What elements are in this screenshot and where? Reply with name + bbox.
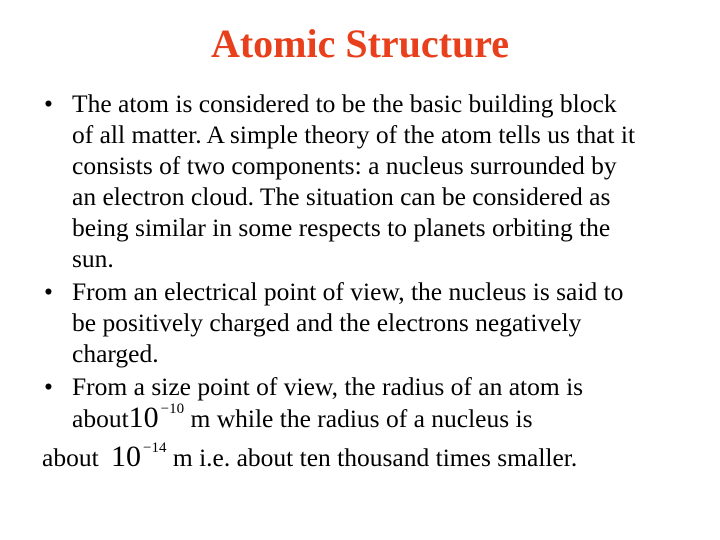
bullet-2-line-2: be positively charged and the electrons negatively — [72, 308, 582, 337]
bullet-1-line-5: being similar in some respects to planets orbiting the — [72, 213, 611, 242]
slide-title: Atomic Structure — [210, 21, 510, 66]
nucleus-radius-line — [42, 441, 577, 478]
nucleus-radius-exponent: −14 — [143, 440, 167, 456]
nucleus-radius-suffix: m i.e. about ten thousand times smaller. — [172, 443, 578, 472]
bullet-2-line-3: charged. — [72, 339, 159, 368]
nucleus-radius-prefix: about — [42, 443, 99, 472]
bullet-1-line-1: The atom is considered to be the basic building block — [72, 89, 617, 118]
atom-radius-line — [72, 402, 533, 439]
atom-radius-base: 10 — [128, 401, 159, 434]
bullet-2-line-1: From an electrical point of view, the nucleus is said to — [72, 277, 624, 306]
bullet-1-line-6: sun. — [72, 244, 114, 273]
bullet-1-line-3: consists of two components: a nucleus surrounded by — [72, 151, 617, 180]
bullet-1-line-4: an electron cloud. The situation can be considered as — [72, 182, 611, 211]
bullet-marker: • — [44, 277, 53, 306]
bullet-marker: • — [44, 372, 53, 401]
atom-radius-exponent: −10 — [160, 401, 185, 417]
bullet-3-line-1: From a size point of view, the radius of an atom is — [72, 372, 584, 401]
atom-radius-value — [128, 401, 185, 434]
bullet-1-line-2: of all matter. A simple theory of the atom tells us that it — [72, 120, 636, 149]
nucleus-radius-value — [111, 440, 167, 473]
atom-radius-suffix: m while the radius of a nucleus is — [190, 404, 533, 433]
bullet-marker: • — [44, 89, 53, 118]
nucleus-radius-base: 10 — [111, 440, 142, 473]
atom-radius-prefix: about — [72, 404, 129, 433]
